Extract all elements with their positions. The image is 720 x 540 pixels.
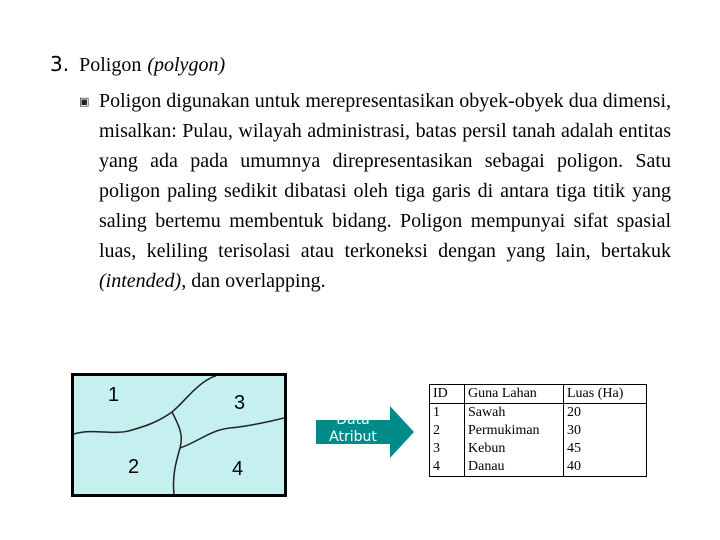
cell-luas: 45 [564,440,647,458]
cell-guna-lahan: Sawah [465,404,564,423]
attribute-table [429,384,647,477]
header-id: ID [430,385,465,404]
cell-guna-lahan: Permukiman [465,422,564,440]
body-paragraph [99,86,671,296]
table-header-row [430,385,647,404]
region-label-3: 3 [234,392,246,414]
paragraph-text-main: Poligon digunakan untuk merepresentasikan obyek-obyek dua dimensi, misalkan: Pulau, wilayah administrasi, batas persil tanah adalah entitas yang ada pada umumnya direpresentasikan sebagai poligon. Satu poligon paling sedikit dibatasi oleh tiga garis di antara tiga titik yang saling bertemu membentuk bidang. Poligon mempunyai sifat spasial luas, keliling terisolasi atau terkoneksi dengan yang lain, bertakuk [99,90,671,262]
arrow-label-line1: Data [336,412,370,428]
cell-id: 4 [430,458,465,477]
cell-guna-lahan: Kebun [465,440,564,458]
section-number: 3. [50,52,70,76]
section-heading [50,52,225,77]
cell-guna-lahan: Danau [465,458,564,477]
arrow-label [316,412,390,446]
cell-id: 1 [430,404,465,423]
boundary-line-3 [180,418,284,448]
polygon-map [71,373,287,497]
cell-id: 2 [430,422,465,440]
section-title-italic: (polygon) [147,54,226,76]
polygon-boundaries [74,376,284,494]
paragraph-text-italic: (intended) [99,270,182,292]
boundary-line-2 [172,412,181,494]
region-label-4: 4 [232,458,244,480]
cell-id: 3 [430,440,465,458]
table-row [430,440,647,458]
table-row [430,458,647,477]
section-title: Poligon [79,54,142,76]
square-dot-bullet-icon: ▣ [79,95,90,108]
arrow-label-line2: Atribut [329,429,377,445]
table-row [430,422,647,440]
cell-luas: 40 [564,458,647,477]
table-row [430,404,647,423]
paragraph-text-end: , dan overlapping. [181,270,326,292]
region-label-2: 2 [128,456,140,478]
cell-luas: 30 [564,422,647,440]
header-guna-lahan: Guna Lahan [465,385,564,404]
region-label-1: 1 [108,384,120,406]
boundary-line-1 [74,376,216,434]
cell-luas: 20 [564,404,647,423]
header-luas: Luas (Ha) [564,385,647,404]
